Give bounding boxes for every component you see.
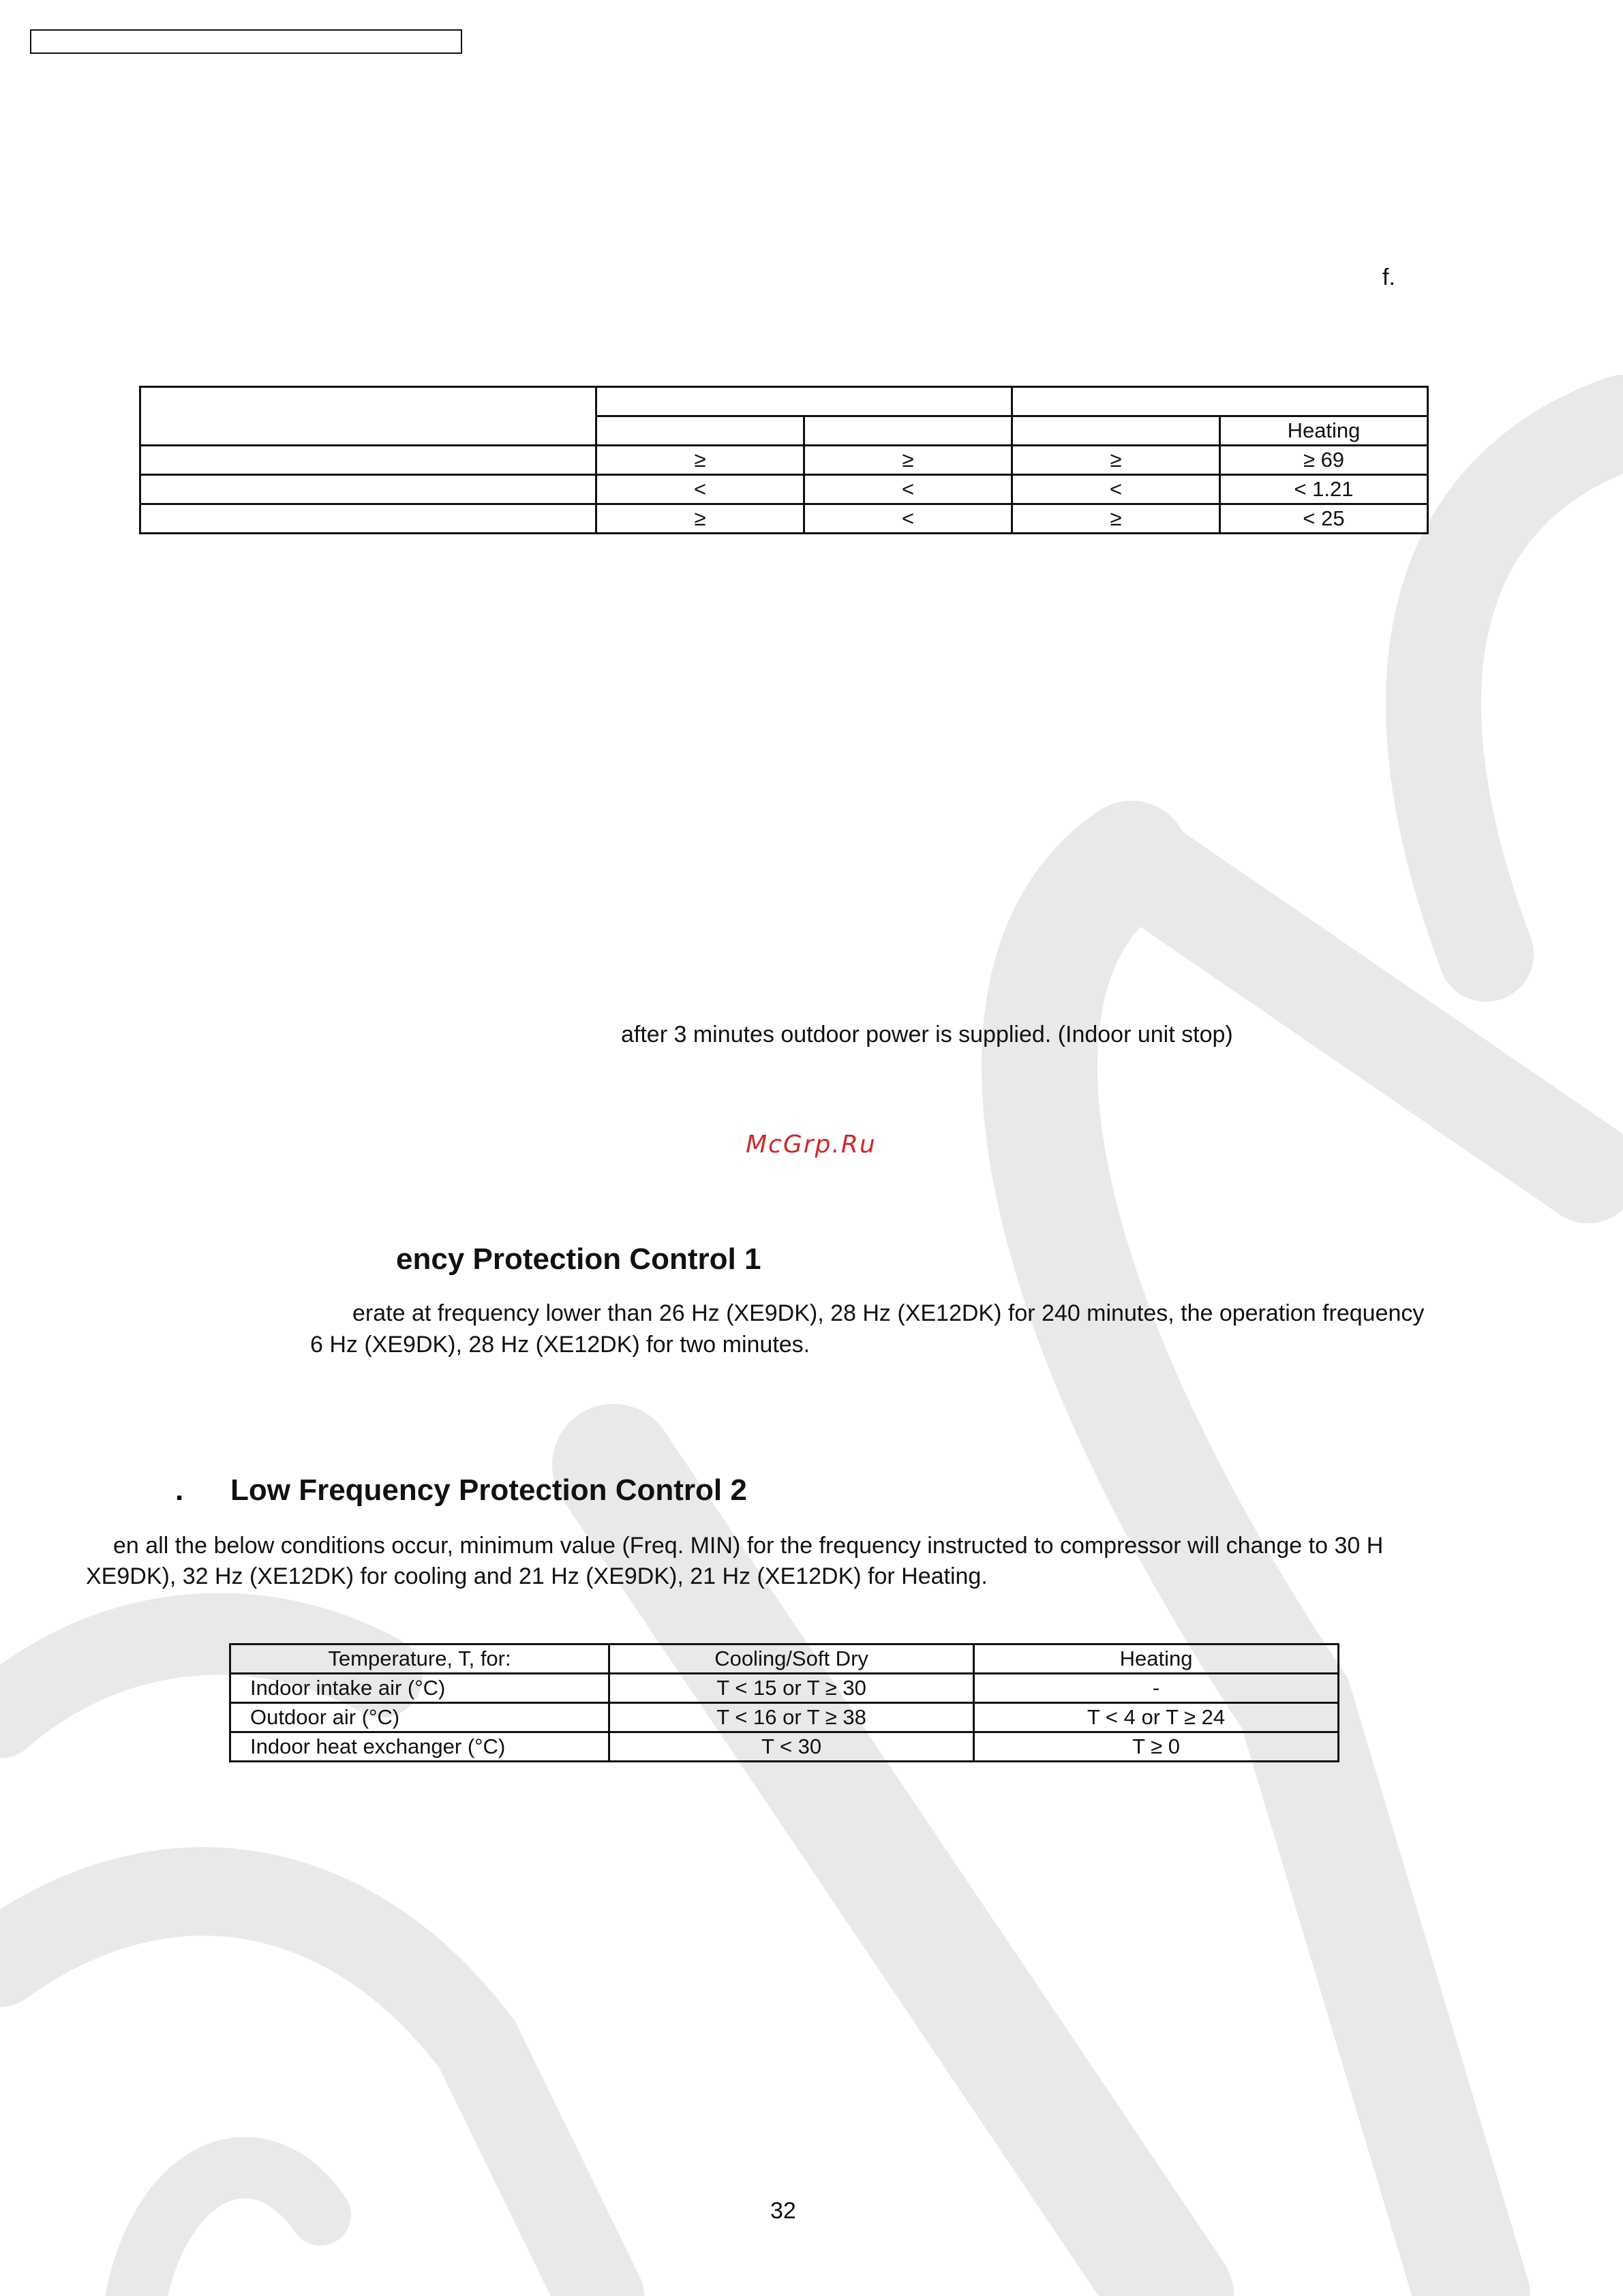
table-cell: Indoor intake air (°C) — [230, 1674, 609, 1703]
watermark-logo-text: McGrp.Ru — [746, 1131, 877, 1159]
section-number: . — [175, 1473, 184, 1507]
low-frequency-conditions-table — [229, 1643, 1339, 1762]
table-cell: ≥ — [804, 446, 1012, 475]
table-cell: - — [974, 1674, 1339, 1703]
table-cell: ≥ — [1012, 504, 1220, 534]
table-row — [140, 446, 1428, 475]
table-row — [230, 1732, 1339, 1762]
table-cell: < — [804, 504, 1012, 534]
table-row — [230, 1703, 1339, 1732]
table-cell: T < 15 or T ≥ 30 — [609, 1674, 974, 1703]
table-row — [230, 1674, 1339, 1703]
table-cell: < — [1012, 475, 1220, 504]
table-cell: ≥ — [596, 504, 804, 534]
table-cell — [804, 416, 1012, 446]
protection-table-1 — [139, 386, 1429, 534]
table-row — [140, 387, 1428, 416]
body-line: en all the below conditions occur, minimum value (Freq. MIN) for the frequency instructed to compressor will change to 30 H — [113, 1533, 1384, 1559]
table-cell-heating-header: Heating — [1220, 416, 1428, 446]
table-cell: < — [596, 475, 804, 504]
column-header: Temperature, T, for: — [230, 1644, 609, 1674]
header-box — [30, 29, 462, 54]
column-header: Heating — [974, 1644, 1339, 1674]
section-heading: Low Frequency Protection Control 2 — [230, 1473, 747, 1507]
table-cell: < 25 — [1220, 504, 1428, 534]
column-header: Cooling/Soft Dry — [609, 1644, 974, 1674]
table-header-row — [230, 1644, 1339, 1674]
body-line: XE9DK), 32 Hz (XE12DK) for cooling and 21 Hz (XE9DK), 21 Hz (XE12DK) for Heating. — [86, 1563, 988, 1589]
section-heading: ency Protection Control 1 — [396, 1242, 761, 1276]
table-row — [140, 504, 1428, 534]
page-number: 32 — [770, 2198, 796, 2224]
table-cell — [140, 504, 596, 534]
table-cell: < 1.21 — [1220, 475, 1428, 504]
table-cell: ≥ — [1012, 446, 1220, 475]
table-row — [140, 475, 1428, 504]
text-fragment-f: f. — [1382, 264, 1395, 290]
table-cell — [140, 387, 596, 446]
table-cell: ≥ — [596, 446, 804, 475]
table-cell: Outdoor air (°C) — [230, 1703, 609, 1732]
table-cell: T < 4 or T ≥ 24 — [974, 1703, 1339, 1732]
table-cell: T < 30 — [609, 1732, 974, 1762]
table-cell — [140, 475, 596, 504]
table-cell — [140, 446, 596, 475]
table-cell: T ≥ 0 — [974, 1732, 1339, 1762]
table-cell — [596, 416, 804, 446]
body-line: erate at frequency lower than 26 Hz (XE9DK), 28 Hz (XE12DK) for 240 minutes, the operation frequency — [352, 1300, 1425, 1326]
table-cell: T < 16 or T ≥ 38 — [609, 1703, 974, 1732]
table-cell — [1012, 416, 1220, 446]
table-cell — [596, 387, 1012, 416]
body-line: after 3 minutes outdoor power is supplied. (Indoor unit stop) — [621, 1022, 1233, 1047]
table-cell: ≥ 69 — [1220, 446, 1428, 475]
table-cell: < — [804, 475, 1012, 504]
table-cell — [1012, 387, 1428, 416]
body-line: 6 Hz (XE9DK), 28 Hz (XE12DK) for two minutes. — [310, 1332, 810, 1358]
table-cell: Indoor heat exchanger (°C) — [230, 1732, 609, 1762]
